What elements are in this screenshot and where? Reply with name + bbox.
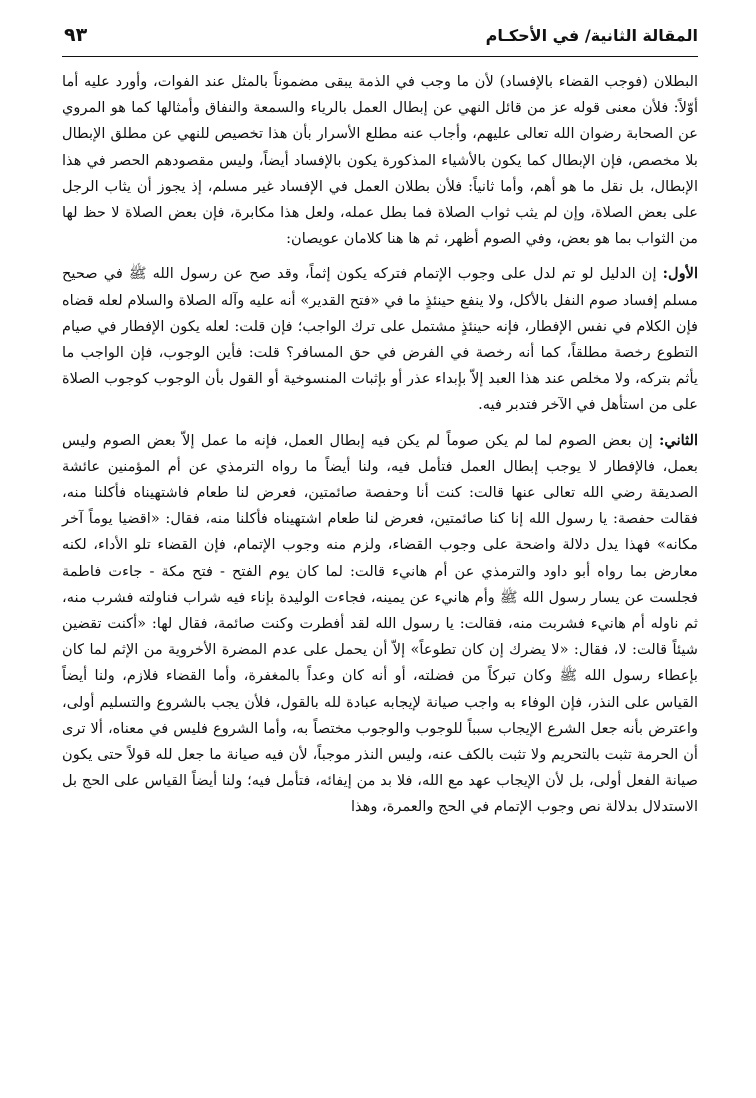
book-page [62,22,698,1088]
paragraph-intro [62,69,698,252]
first-objection-heading: الأول: [662,265,698,283]
first-objection-text: إن الدليل لو تم لدل على وجوب الإتمام فتركه يكون إثماً، وقد صح عن رسول الله ﷺ في صحيح مسلم إفساد صوم النفل بالأكل، ولا ينفع حينئذٍ ما في «فتح القدير» أنه عليه وآله الصلاة والسلام لعله قضاه فإن الكلام في نفس الإفطار، فإنه حينئذٍ مشتمل على ترك الواجب؛ فإن قلت: لعله يكون الإفطار في صيام التطوع رخصة مطلقاً، كما أنه رخصة في الفرض في حق المسافر؟ قلت: فأين الوجوب، فإن الواجب ما يأثم بتركه، ولا مخلص عند هذا العبد إلاّ بإبداء عذر أو بإثبات المنسوخية أو القول بأن الوجوب كوجوب الصلاة على من استأهل في الآخر فتدبر فيه. [62,265,698,414]
page-header [62,22,698,57]
running-title: المقالة الثانية/ في الأحكـام [485,26,698,45]
paragraph-first-objection [62,261,698,418]
paragraph-intro-text: البطلان (فوجب القضاء بالإفساد) لأن ما وجب في الذمة يبقى مضموناً بالمثل عند الفوات، وأورد عليه أما أوّلاً: فلأن معنى قوله عز من قائل النهي عن إبطال العمل بالرياء والسمعة والنفاق وأمثالها كما هو المروي عن الصحابة رضوان الله تعالى عليهم، وأجاب عنه مطلع الأسرار بأن هذا تخصيص للنهي عن مطلق الإبطال بلا مخصص، فإن الإبطال كما يكون بالأشياء المذكورة يكون بالإفساد أيضاً، وليس مقصودهم الحصر في هذا الإبطال، بل نقل ما هو أهم، وأما ثانياً: فلأن بطلان العمل في الإفساد غير مسلم، إذ يجوز أن يثاب الرجل على بعض الصلاة، وإن لم يثب ثواب الصلاة فما بطل عمله، ولعل هذا مكابرة، فإن بعض الصلاة لا حظ لها من الثواب بما هو بعض، وفي الصوم أظهر، ثم ها هنا كلامان عويصان: [62,73,698,248]
paragraph-second-objection [62,428,698,821]
page-number: ٩٣ [64,24,88,46]
second-objection-text: إن بعض الصوم لما لم يكن صوماً لم يكن فيه إبطال العمل، فإنه ما عمل إلاّ بعض الصوم وليس بعمل، فالإفطار لا يوجب إبطال العمل فتأمل فيه، ولنا أيضاً ما رواه الترمذي عن أم المؤمنين عائشة الصديقة رضي الله تعالى عنها قالت: كنت أنا وحفصة صائمتين، فعرض لنا طعام فاشتهيناه فأكلنا منه، فقالت حفصة: يا رسول الله إنا كنا صائمتين، فعرض لنا طعام اشتهيناه فأكلنا منه، فقال: «اقضيا يوماً آخر مكانه» فهذا يدل دلالة واضحة على وجوب القضاء، ولزم منه وجوب الإتمام، فإن القضاء تلو الأداء، لكنه معارض بما رواه أبو داود والترمذي عن أم هانيء قالت: لما كان يوم الفتح - فتح مكة - جاءت فاطمة فجلست عن يسار رسول الله ﷺ وأم هانيء عن يمينه، فجاءت الوليدة بإناء فيه شراب فناولته فشرب منه، ثم ناوله أم هانيء فشربت منه، فقالت: يا رسول الله لقد أفطرت وكنت صائمة، فقال لها: «أكنت تقضين شيئاً قالت: لا، فقال: «لا يضرك إن كان تطوعاً» إلاّ أن يحمل على عدم المضرة الأخروية من الإثم لما كان بإعطاء رسول الله ﷺ وكان تبركاً من فضلته، أو أنه كان وعداً بالمغفرة، وأما القضاء فلازم، ولنا أيضاً القياس على النذر، فإن الوفاء به واجب صيانة لإيجابه عبادة لله بالقول، فلأن يجب بالشروع والتسليم أولى، واعترض بأنه جعل الشرع الإيجاب سبباً للوجوب والوجوب مختصاً به، وأما الشروع فليس في معناه، ألا ترى أن الحرمة تثبت بالتحريم ولا تثبت بالكف عنه، وليس النذر موجباً، لأن فيه صيانة ما جعل لله قولاً حتى يكون صيانة الفعل أولى، بل لأن الإيجاب عهد مع الله، فلا بد من إيفائه، فتأمل فيه؛ ولنا أيضاً القياس على الحج بل الاستدلال بدلالة نص وجوب الإتمام في الحج والعمرة، وهذا [62,431,698,816]
page-body [62,69,698,821]
second-objection-heading: الثاني: [659,431,698,449]
